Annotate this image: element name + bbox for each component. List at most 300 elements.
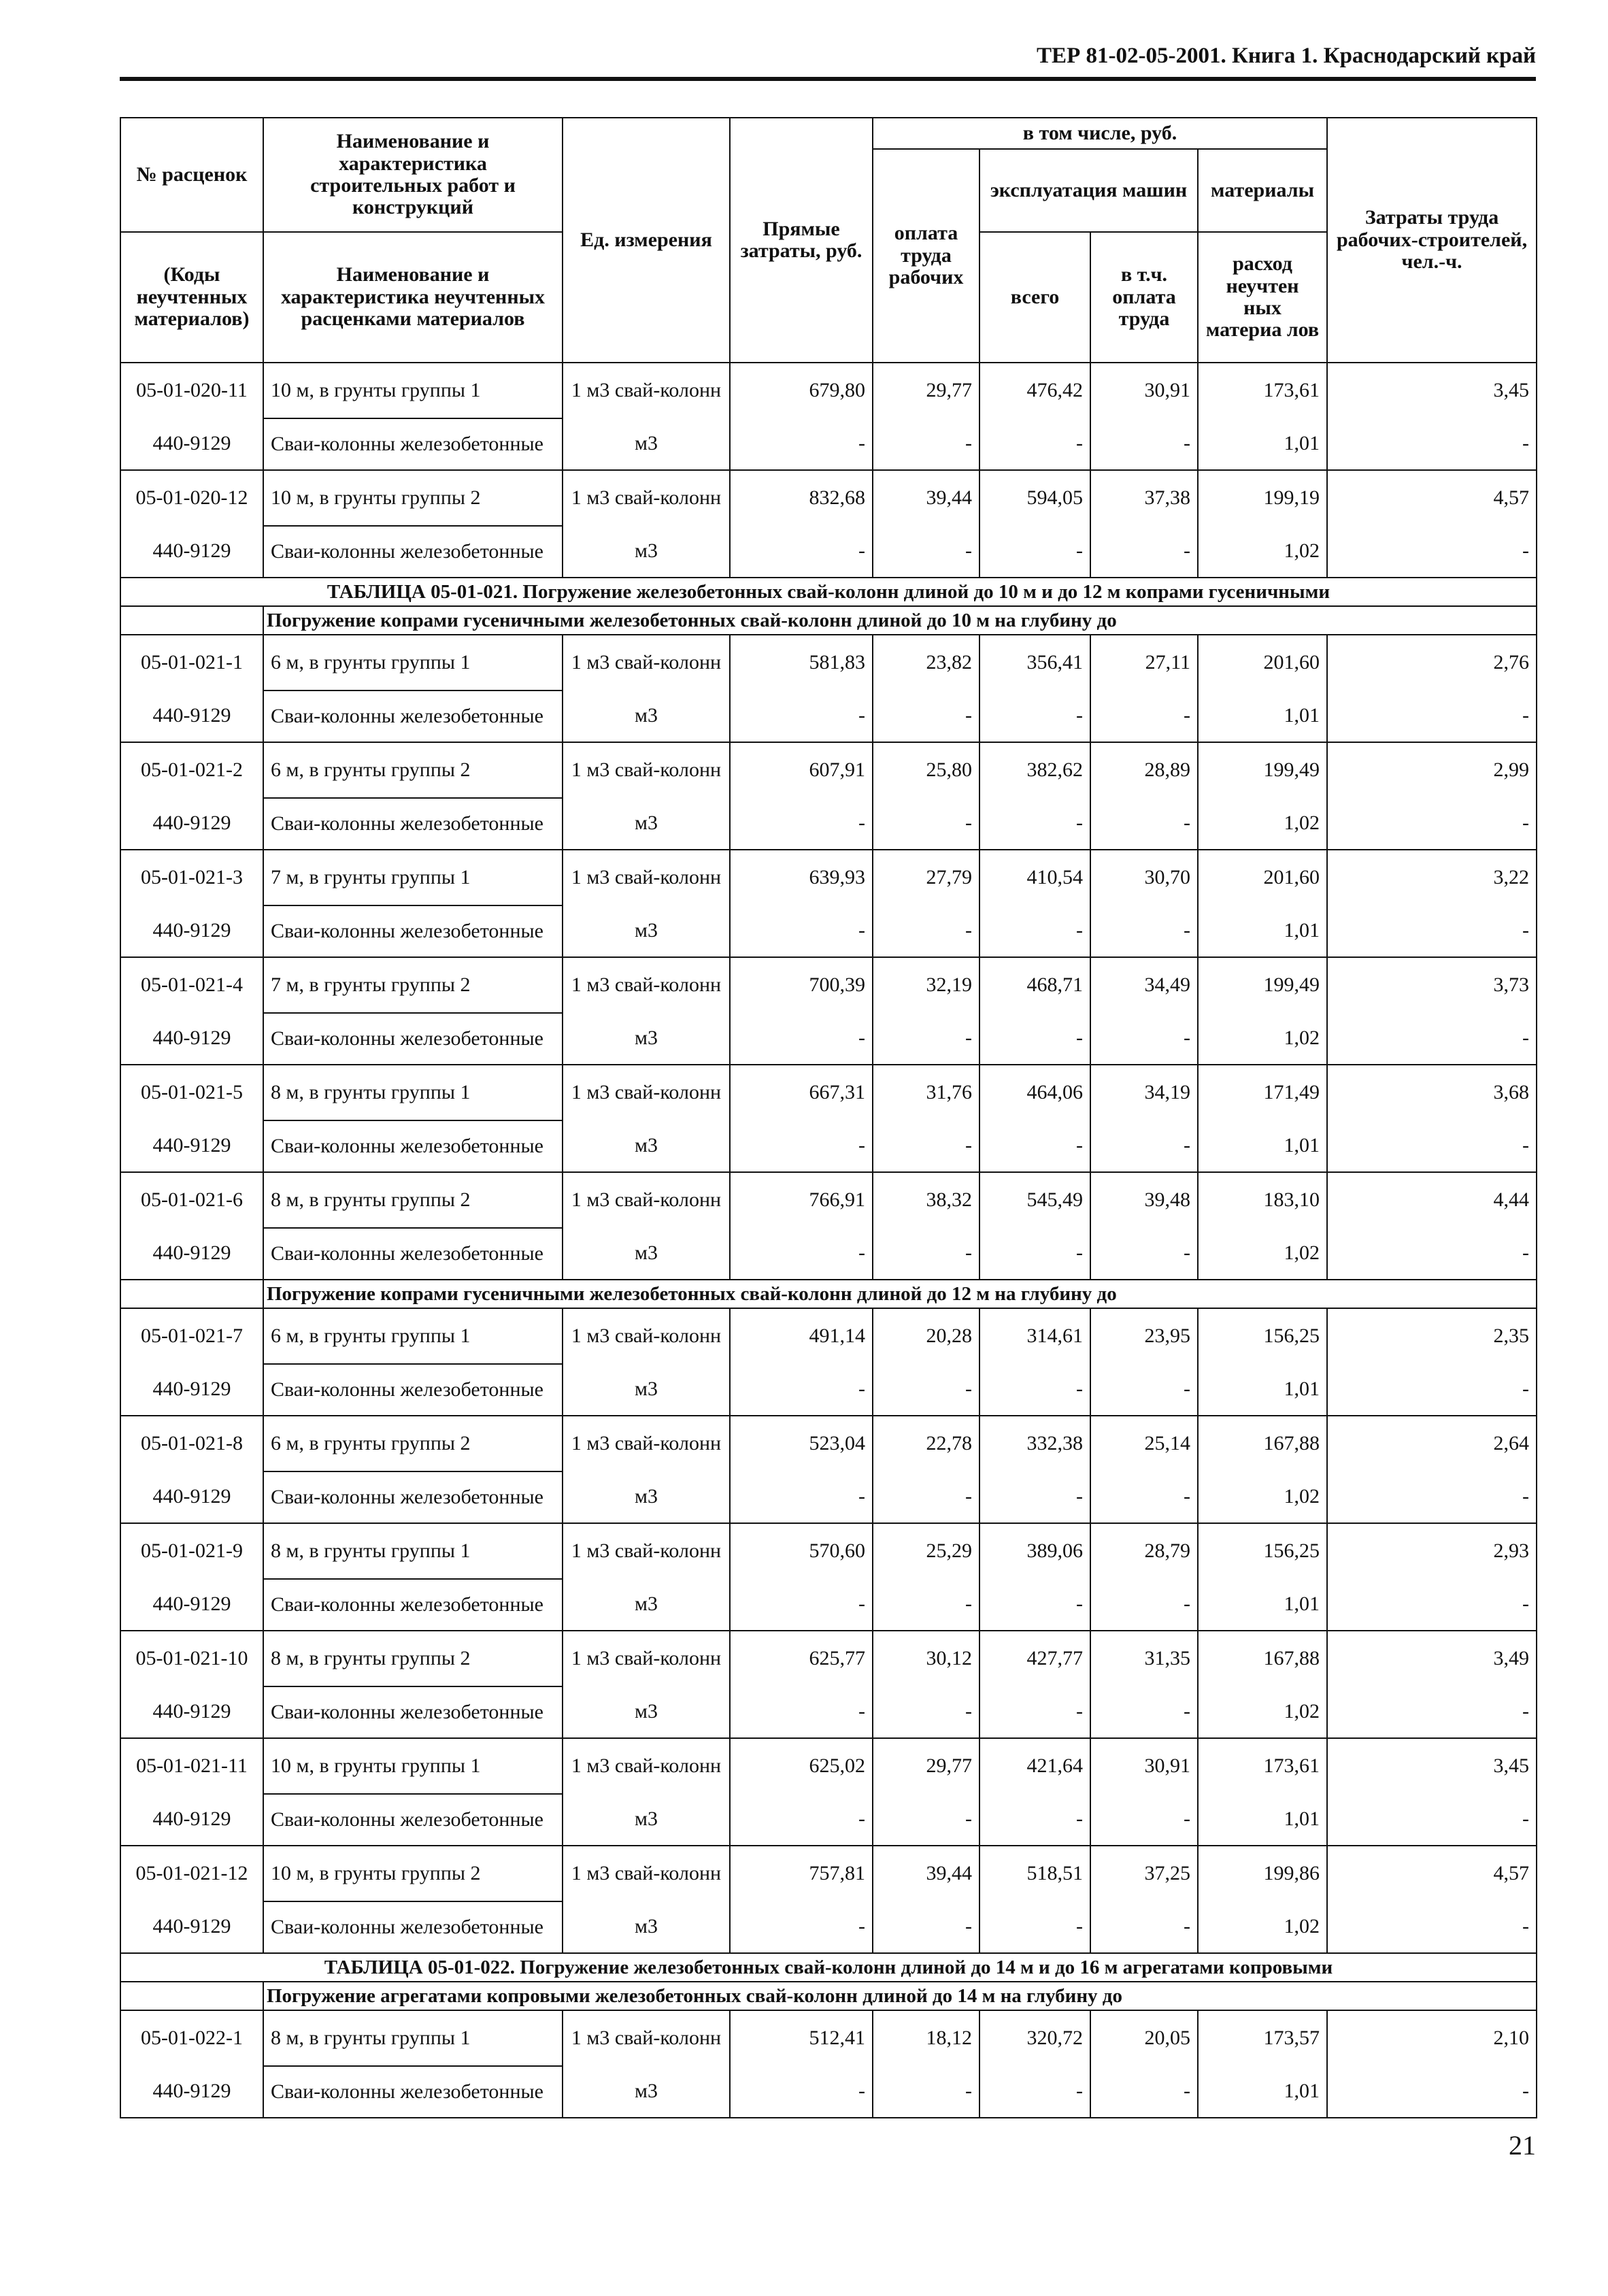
cell-code: 05-01-021-8: [120, 1416, 263, 1471]
cell-code: 05-01-021-11: [120, 1738, 263, 1794]
table-body: [120, 363, 1537, 2118]
cell-labor: -: [873, 1579, 979, 1631]
cell-mat: 1,01: [1198, 2066, 1327, 2118]
cell-direct: -: [730, 1794, 873, 1846]
cell-hours: 2,76: [1327, 635, 1537, 691]
cell-unit: м3: [563, 1686, 730, 1738]
cell-name: Сваи-колонны железобетонные: [263, 1013, 563, 1065]
cell-unit: 1 м3 свай-колонн: [563, 957, 730, 1013]
cell-mat: 173,61: [1198, 363, 1327, 418]
cell-direct: -: [730, 798, 873, 850]
col-machines-header: эксплуатация машин: [979, 149, 1198, 232]
cell-code: 05-01-021-3: [120, 850, 263, 905]
cell-labor: -: [873, 798, 979, 850]
cell-name: 10 м, в грунты группы 2: [263, 1846, 563, 1901]
col-direct-header: Прямые затраты, руб.: [730, 118, 873, 363]
cell-unit: м3: [563, 1794, 730, 1846]
cell-mach-labor: 27,11: [1090, 635, 1198, 691]
cell-code: 05-01-021-7: [120, 1308, 263, 1364]
cell-hours: 2,64: [1327, 1416, 1537, 1471]
table-subtitle-text: Погружение агрегатами копровыми железобетонных свай-колонн длиной до 14 м на глубину до: [263, 1982, 1537, 2010]
cell-code: 440-9129: [120, 526, 263, 578]
cell-code: 440-9129: [120, 1228, 263, 1280]
cell-mach: -: [979, 526, 1090, 578]
cell-mach: 314,61: [979, 1308, 1090, 1364]
material-row: [120, 1794, 1537, 1846]
cell-name: 6 м, в грунты группы 1: [263, 635, 563, 691]
cell-mat: 1,02: [1198, 526, 1327, 578]
cell-hours: -: [1327, 526, 1537, 578]
cell-direct: -: [730, 905, 873, 957]
cell-mat: 1,01: [1198, 1794, 1327, 1846]
cell-code: 440-9129: [120, 2066, 263, 2118]
cell-name: Сваи-колонны железобетонные: [263, 526, 563, 578]
cell-labor: 39,44: [873, 1846, 979, 1901]
cell-hours: -: [1327, 418, 1537, 470]
cell-mach-labor: -: [1090, 1364, 1198, 1416]
cell-direct: 523,04: [730, 1416, 873, 1471]
cell-mach: 389,06: [979, 1523, 1090, 1579]
cell-mach: 320,72: [979, 2010, 1090, 2066]
cell-mach-labor: -: [1090, 1471, 1198, 1523]
cell-hours: -: [1327, 1471, 1537, 1523]
material-row: [120, 526, 1537, 578]
cell-hours: -: [1327, 1901, 1537, 1953]
rate-row: [120, 470, 1537, 526]
cell-code: 05-01-021-2: [120, 742, 263, 798]
cell-mach: 382,62: [979, 742, 1090, 798]
cell-mach: 594,05: [979, 470, 1090, 526]
cell-name: 10 м, в грунты группы 1: [263, 1738, 563, 1794]
cell-mach-labor: -: [1090, 1901, 1198, 1953]
rate-row: [120, 1523, 1537, 1579]
table-subtitle: [120, 1982, 1537, 2010]
cell-code: 440-9129: [120, 1794, 263, 1846]
cell-labor: 25,80: [873, 742, 979, 798]
cell-unit: м3: [563, 1013, 730, 1065]
rate-row: [120, 1738, 1537, 1794]
cell-code: 440-9129: [120, 1120, 263, 1172]
col-name-header: Наименование и характеристика строительных работ и конструкций: [263, 118, 563, 232]
cell-hours: 4,57: [1327, 470, 1537, 526]
table-subtitle-text: Погружение копрами гусеничными железобетонных свай-колонн длиной до 12 м на глубину до: [263, 1280, 1537, 1308]
cell-name: 6 м, в грунты группы 1: [263, 1308, 563, 1364]
cell-name: 7 м, в грунты группы 2: [263, 957, 563, 1013]
cell-name: Сваи-колонны железобетонные: [263, 418, 563, 470]
cell-name: Сваи-колонны железобетонные: [263, 905, 563, 957]
col-materials-header: материалы: [1198, 149, 1327, 232]
cell-name: Сваи-колонны железобетонные: [263, 798, 563, 850]
subtitle-spacer: [120, 1982, 263, 2010]
cell-unit: м3: [563, 1579, 730, 1631]
cell-labor: 32,19: [873, 957, 979, 1013]
cell-mach: 476,42: [979, 363, 1090, 418]
cell-mach: 427,77: [979, 1631, 1090, 1686]
cell-mach-labor: -: [1090, 905, 1198, 957]
cell-name: 10 м, в грунты группы 2: [263, 470, 563, 526]
cell-mach: 464,06: [979, 1065, 1090, 1120]
cell-mat: 1,01: [1198, 1120, 1327, 1172]
page-number: 21: [1509, 2130, 1536, 2161]
material-row: [120, 798, 1537, 850]
cell-unit: 1 м3 свай-колонн: [563, 1631, 730, 1686]
cell-mach: -: [979, 691, 1090, 742]
cell-mat: 167,88: [1198, 1416, 1327, 1471]
cell-unit: м3: [563, 1471, 730, 1523]
cell-mach-labor: -: [1090, 526, 1198, 578]
cell-direct: 832,68: [730, 470, 873, 526]
rate-row: [120, 2010, 1537, 2066]
cell-unit: м3: [563, 1364, 730, 1416]
cell-mach: 545,49: [979, 1172, 1090, 1228]
cell-direct: -: [730, 1901, 873, 1953]
cell-code: 05-01-021-12: [120, 1846, 263, 1901]
cell-name: 8 м, в грунты группы 2: [263, 1631, 563, 1686]
cell-unit: м3: [563, 1120, 730, 1172]
col-name-subheader: Наименование и характеристика неучтенных расценками материалов: [263, 232, 563, 363]
cell-mach: -: [979, 1901, 1090, 1953]
table-title-text: ТАБЛИЦА 05-01-022. Погружение железобетонных свай-колонн длиной до 14 м и до 16 м агрегатами копровыми: [120, 1953, 1537, 1982]
table-title: [120, 578, 1537, 606]
running-header: ТЕР 81-02-05-2001. Книга 1. Краснодарский край: [120, 45, 1536, 81]
cell-code: 05-01-021-4: [120, 957, 263, 1013]
cell-name: Сваи-колонны железобетонные: [263, 1686, 563, 1738]
cell-labor: -: [873, 526, 979, 578]
cell-mat: 201,60: [1198, 635, 1327, 691]
cell-unit: м3: [563, 1901, 730, 1953]
rate-row: [120, 1631, 1537, 1686]
cell-mach: 421,64: [979, 1738, 1090, 1794]
col-machines-labor-header: в т.ч. оплата труда: [1090, 232, 1198, 363]
table-title-text: ТАБЛИЦА 05-01-021. Погружение железобетонных свай-колонн длиной до 10 м и до 12 м копрами гусеничными: [120, 578, 1537, 606]
cell-name: 6 м, в грунты группы 2: [263, 742, 563, 798]
material-row: [120, 1471, 1537, 1523]
cell-mach-labor: 30,91: [1090, 363, 1198, 418]
cell-direct: -: [730, 1471, 873, 1523]
cell-hours: 2,35: [1327, 1308, 1537, 1364]
cell-hours: -: [1327, 1364, 1537, 1416]
rate-row: [120, 635, 1537, 691]
cell-labor: 39,44: [873, 470, 979, 526]
cell-code: 440-9129: [120, 905, 263, 957]
cell-mach-labor: 30,70: [1090, 850, 1198, 905]
cell-name: 8 м, в грунты группы 1: [263, 2010, 563, 2066]
cell-name: 6 м, в грунты группы 2: [263, 1416, 563, 1471]
cell-hours: 3,45: [1327, 1738, 1537, 1794]
cell-direct: 679,80: [730, 363, 873, 418]
rate-row: [120, 1172, 1537, 1228]
cell-mach: 518,51: [979, 1846, 1090, 1901]
cell-unit: 1 м3 свай-колонн: [563, 1846, 730, 1901]
cell-mach-labor: -: [1090, 2066, 1198, 2118]
cell-mat: 173,61: [1198, 1738, 1327, 1794]
cell-hours: 2,99: [1327, 742, 1537, 798]
table-subtitle: [120, 606, 1537, 635]
cell-mach: -: [979, 905, 1090, 957]
cell-direct: -: [730, 1364, 873, 1416]
cell-name: Сваи-колонны железобетонные: [263, 1794, 563, 1846]
cell-hours: 3,45: [1327, 363, 1537, 418]
cell-code: 440-9129: [120, 1686, 263, 1738]
cell-mach: 468,71: [979, 957, 1090, 1013]
cell-mat: 1,01: [1198, 1364, 1327, 1416]
cell-unit: 1 м3 свай-колонн: [563, 1172, 730, 1228]
cell-code: 05-01-021-5: [120, 1065, 263, 1120]
cell-unit: 1 м3 свай-колонн: [563, 1523, 730, 1579]
cell-direct: 700,39: [730, 957, 873, 1013]
cell-direct: 512,41: [730, 2010, 873, 2066]
cell-name: Сваи-колонны железобетонные: [263, 2066, 563, 2118]
cell-labor: -: [873, 691, 979, 742]
cell-mach-labor: 20,05: [1090, 2010, 1198, 2066]
cell-labor: 20,28: [873, 1308, 979, 1364]
cell-mach-labor: 37,25: [1090, 1846, 1198, 1901]
cell-mach-labor: -: [1090, 691, 1198, 742]
rate-row: [120, 742, 1537, 798]
cell-hours: -: [1327, 1579, 1537, 1631]
col-unit-header: Ед. измерения: [563, 118, 730, 363]
material-row: [120, 418, 1537, 470]
cell-direct: 766,91: [730, 1172, 873, 1228]
cell-mach: -: [979, 1579, 1090, 1631]
cell-mat: 199,19: [1198, 470, 1327, 526]
cell-labor: 23,82: [873, 635, 979, 691]
cell-labor: 25,29: [873, 1523, 979, 1579]
cell-direct: 625,02: [730, 1738, 873, 1794]
cell-code: 440-9129: [120, 418, 263, 470]
cell-labor: -: [873, 2066, 979, 2118]
cell-unit: м3: [563, 905, 730, 957]
cell-labor: -: [873, 1120, 979, 1172]
cell-mach-labor: -: [1090, 1228, 1198, 1280]
cell-mat: 1,02: [1198, 1471, 1327, 1523]
cell-mach: -: [979, 1794, 1090, 1846]
cell-mach-labor: 28,79: [1090, 1523, 1198, 1579]
rate-row: [120, 957, 1537, 1013]
cell-labor: 29,77: [873, 1738, 979, 1794]
cell-mat: 173,57: [1198, 2010, 1327, 2066]
cell-mach: 356,41: [979, 635, 1090, 691]
cell-unit: 1 м3 свай-колонн: [563, 2010, 730, 2066]
cell-mat: 199,49: [1198, 957, 1327, 1013]
cell-code: 440-9129: [120, 1013, 263, 1065]
material-row: [120, 2066, 1537, 2118]
cell-mach: -: [979, 798, 1090, 850]
cell-mach-labor: -: [1090, 1579, 1198, 1631]
cell-mat: 1,01: [1198, 418, 1327, 470]
cell-hours: -: [1327, 905, 1537, 957]
cell-hours: -: [1327, 1686, 1537, 1738]
cell-mat: 1,01: [1198, 691, 1327, 742]
cell-unit: 1 м3 свай-колонн: [563, 742, 730, 798]
cell-code: 440-9129: [120, 1579, 263, 1631]
col-machines-total-header: всего: [979, 232, 1090, 363]
cell-name: 8 м, в грунты группы 1: [263, 1065, 563, 1120]
cell-labor: -: [873, 905, 979, 957]
cell-labor: -: [873, 1686, 979, 1738]
cell-code: 440-9129: [120, 798, 263, 850]
cell-direct: -: [730, 418, 873, 470]
cell-unit: м3: [563, 798, 730, 850]
cell-mach-labor: 34,49: [1090, 957, 1198, 1013]
cell-direct: 491,14: [730, 1308, 873, 1364]
cell-mach: -: [979, 1228, 1090, 1280]
cell-hours: 4,44: [1327, 1172, 1537, 1228]
material-row: [120, 905, 1537, 957]
cell-direct: 625,77: [730, 1631, 873, 1686]
cell-mach-labor: 34,19: [1090, 1065, 1198, 1120]
cell-name: 7 м, в грунты группы 1: [263, 850, 563, 905]
rate-row: [120, 850, 1537, 905]
cell-name: 10 м, в грунты группы 1: [263, 363, 563, 418]
col-labor-header: оплата труда рабочих: [873, 149, 979, 363]
cell-name: Сваи-колонны железобетонные: [263, 1228, 563, 1280]
cell-direct: 639,93: [730, 850, 873, 905]
table-subtitle-text: Погружение копрами гусеничными железобетонных свай-колонн длиной до 10 м на глубину до: [263, 606, 1537, 635]
cell-hours: -: [1327, 1120, 1537, 1172]
cell-direct: 757,81: [730, 1846, 873, 1901]
cell-mach: 410,54: [979, 850, 1090, 905]
col-incl-header: в том числе, руб.: [873, 118, 1327, 149]
cell-code: 440-9129: [120, 691, 263, 742]
cell-hours: 3,68: [1327, 1065, 1537, 1120]
material-row: [120, 1579, 1537, 1631]
material-row: [120, 1686, 1537, 1738]
material-row: [120, 1228, 1537, 1280]
cell-labor: 29,77: [873, 363, 979, 418]
rate-row: [120, 1308, 1537, 1364]
cell-mach-labor: 25,14: [1090, 1416, 1198, 1471]
cell-labor: 30,12: [873, 1631, 979, 1686]
cell-hours: -: [1327, 2066, 1537, 2118]
cell-mach: -: [979, 1364, 1090, 1416]
cell-mach: -: [979, 2066, 1090, 2118]
cell-mach-labor: -: [1090, 418, 1198, 470]
cell-name: Сваи-колонны железобетонные: [263, 1901, 563, 1953]
cell-labor: 22,78: [873, 1416, 979, 1471]
cell-mach-labor: -: [1090, 1686, 1198, 1738]
cell-code: 05-01-021-10: [120, 1631, 263, 1686]
cell-direct: 570,60: [730, 1523, 873, 1579]
cell-code: 05-01-021-1: [120, 635, 263, 691]
rate-row: [120, 1065, 1537, 1120]
cell-mat: 167,88: [1198, 1631, 1327, 1686]
rate-row: [120, 363, 1537, 418]
cell-hours: 4,57: [1327, 1846, 1537, 1901]
cell-unit: 1 м3 свай-колонн: [563, 470, 730, 526]
cell-direct: 607,91: [730, 742, 873, 798]
cell-code: 440-9129: [120, 1364, 263, 1416]
cell-unit: м3: [563, 691, 730, 742]
cell-mach-labor: 31,35: [1090, 1631, 1198, 1686]
cell-direct: -: [730, 1579, 873, 1631]
subtitle-spacer: [120, 1280, 263, 1308]
cell-mat: 199,86: [1198, 1846, 1327, 1901]
cell-hours: -: [1327, 1228, 1537, 1280]
cell-mach: -: [979, 1120, 1090, 1172]
cell-mat: 171,49: [1198, 1065, 1327, 1120]
rate-row: [120, 1846, 1537, 1901]
cell-hours: 3,49: [1327, 1631, 1537, 1686]
cell-mach: -: [979, 418, 1090, 470]
cell-mat: 156,25: [1198, 1523, 1327, 1579]
cell-hours: 2,93: [1327, 1523, 1537, 1579]
cell-labor: -: [873, 1364, 979, 1416]
cell-mach-labor: 37,38: [1090, 470, 1198, 526]
cell-direct: -: [730, 1686, 873, 1738]
cell-unit: 1 м3 свай-колонн: [563, 850, 730, 905]
cell-code: 05-01-021-6: [120, 1172, 263, 1228]
cell-code: 05-01-021-9: [120, 1523, 263, 1579]
cell-unit: 1 м3 свай-колонн: [563, 363, 730, 418]
cell-mach-labor: 39,48: [1090, 1172, 1198, 1228]
cell-code: 05-01-020-11: [120, 363, 263, 418]
cell-code: 05-01-022-1: [120, 2010, 263, 2066]
cell-mach-labor: 28,89: [1090, 742, 1198, 798]
cell-name: Сваи-колонны железобетонные: [263, 691, 563, 742]
cell-mat: 183,10: [1198, 1172, 1327, 1228]
cell-mat: 1,02: [1198, 1686, 1327, 1738]
cell-name: 8 м, в грунты группы 1: [263, 1523, 563, 1579]
cell-mach-labor: -: [1090, 798, 1198, 850]
cell-labor: -: [873, 1228, 979, 1280]
material-row: [120, 1013, 1537, 1065]
cell-mach: -: [979, 1686, 1090, 1738]
col-code-subheader: (Коды неучтенных материалов): [120, 232, 263, 363]
cell-mach: -: [979, 1013, 1090, 1065]
cell-labor: 27,79: [873, 850, 979, 905]
material-row: [120, 1901, 1537, 1953]
cell-direct: 581,83: [730, 635, 873, 691]
col-code-header: № расценок: [120, 118, 263, 232]
cell-direct: -: [730, 526, 873, 578]
cell-hours: 2,10: [1327, 2010, 1537, 2066]
cell-hours: -: [1327, 691, 1537, 742]
cell-hours: -: [1327, 1794, 1537, 1846]
cell-unit: м3: [563, 418, 730, 470]
cell-mat: 1,02: [1198, 1901, 1327, 1953]
cell-name: 8 м, в грунты группы 2: [263, 1172, 563, 1228]
cell-mat: 1,02: [1198, 1228, 1327, 1280]
cell-mat: 1,01: [1198, 905, 1327, 957]
cell-unit: 1 м3 свай-колонн: [563, 635, 730, 691]
cell-direct: -: [730, 1013, 873, 1065]
cell-mach-labor: -: [1090, 1794, 1198, 1846]
cell-unit: 1 м3 свай-колонн: [563, 1738, 730, 1794]
cell-mach: -: [979, 1471, 1090, 1523]
cell-unit: 1 м3 свай-колонн: [563, 1065, 730, 1120]
cell-mat: 1,01: [1198, 1579, 1327, 1631]
cell-mach: 332,38: [979, 1416, 1090, 1471]
cell-hours: 3,73: [1327, 957, 1537, 1013]
cell-mat: 1,02: [1198, 1013, 1327, 1065]
cell-unit: м3: [563, 2066, 730, 2118]
cell-labor: -: [873, 1901, 979, 1953]
rate-row: [120, 1416, 1537, 1471]
cell-name: Сваи-колонны железобетонные: [263, 1471, 563, 1523]
cell-direct: 667,31: [730, 1065, 873, 1120]
cell-labor: -: [873, 1471, 979, 1523]
table-title: [120, 1953, 1537, 1982]
col-materials-sub-header: расход неучтен ных материа лов: [1198, 232, 1327, 363]
cell-labor: -: [873, 1013, 979, 1065]
cell-mach-labor: 30,91: [1090, 1738, 1198, 1794]
cell-mat: 201,60: [1198, 850, 1327, 905]
cell-mach-labor: 23,95: [1090, 1308, 1198, 1364]
cell-unit: м3: [563, 526, 730, 578]
cell-name: Сваи-колонны железобетонные: [263, 1120, 563, 1172]
cell-mach-labor: -: [1090, 1013, 1198, 1065]
